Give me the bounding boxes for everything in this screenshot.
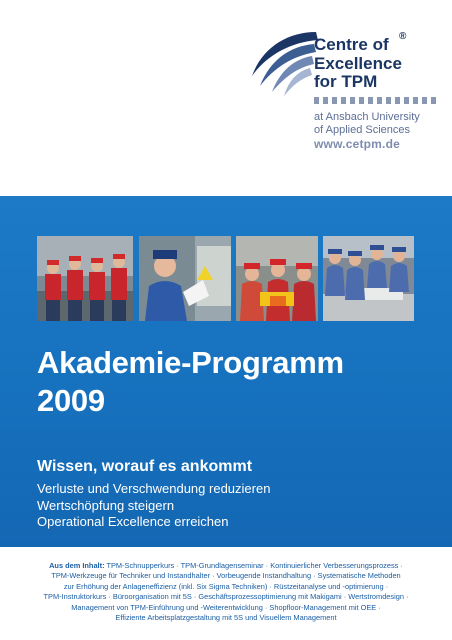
tagline-line-3: Operational Excellence erreichen (37, 514, 229, 529)
logo-title-line-2: Excellence (314, 53, 402, 73)
registered-mark: ® (399, 31, 407, 42)
logo-title-line-3: for TPM (314, 72, 378, 91)
page-title (37, 344, 344, 420)
contents-line-3: zur Erhöhung der Anlageneffizienz (inkl. Six Sigma Techniken) · Rüstzeitanalyse und -optimierung · (63, 581, 389, 591)
photo-shopfloor-session (323, 236, 414, 321)
subheading: Wissen, worauf es ankommt (37, 458, 253, 475)
title-line-2: 2009 (37, 383, 105, 418)
tagline-line-1: Verluste und Verschwendung reduzieren (37, 481, 271, 496)
contents-line-1 (6, 561, 446, 571)
contents-line-6: Effiziente Arbeitsplatzgestaltung mit 5S und Visuellem Management (115, 613, 337, 623)
photo-workshop-group (236, 236, 318, 321)
logo-title-line-1: Centre of (314, 35, 389, 54)
photo-participant-presenting (139, 236, 231, 321)
website-link[interactable]: www.cetpm.de (314, 137, 400, 151)
logo-title (314, 36, 402, 92)
contents-label: Aus dem Inhalt: (49, 561, 105, 570)
logo-swoosh-icon (232, 26, 322, 116)
contents-line-4: TPM-Instruktorkurs · Büroorganisation mit 5S · Geschäftsprozessoptimierung mit Makigami · Wertstromdesign · (43, 592, 409, 602)
tagline (37, 481, 270, 531)
logo-subtitle-line-2: of Applied Sciences (314, 123, 411, 136)
logo-subtitle-line-1: at Ansbach University (314, 111, 420, 123)
contents-line-1-text: TPM-Schnupperkurs · TPM-Grundlagenseminar · Kontinuierlicher Verbesserungsprozess · (106, 561, 403, 570)
contents-line-5: Management von TPM-Einführung und -Weiterentwicklung · Shopfloor-Management mit OEE · (71, 602, 381, 612)
photo-group-training (37, 236, 133, 321)
tagline-line-2: Wertschöpfung steigern (37, 497, 175, 513)
contents-summary (6, 561, 446, 623)
logo-dot-row (314, 97, 436, 104)
logo-subtitle (314, 111, 420, 136)
contents-line-2: TPM-Werkzeuge für Techniker und Instandhalter · Vorbeugende Instandhaltung · Systematische Methoden (51, 571, 401, 581)
title-line-1: Akademie-Programm (37, 345, 344, 380)
